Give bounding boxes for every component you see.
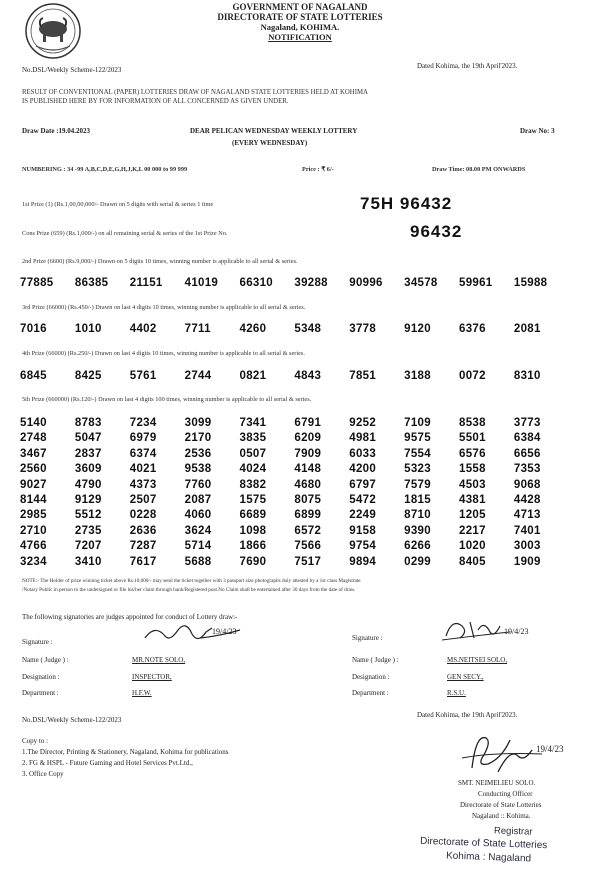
draw-number: Draw No: 3 <box>520 127 555 135</box>
prize-number: 2744 <box>184 370 212 382</box>
intro-line-2: IS PUBLISHED HERE BY FOR INFORMATION OF ALL CONCERNED AS GIVEN UNDER. <box>22 98 289 105</box>
prize-number: 7401 <box>513 524 541 537</box>
judge2-name: MS.NEITSEI SOLO, <box>447 656 508 664</box>
fifth-prize-row <box>20 509 560 521</box>
prize-number: 6376 <box>459 323 486 335</box>
prize-number: 3234 <box>20 555 47 568</box>
judge1-department-label: Department : <box>22 689 59 697</box>
prize-number: 15988 <box>513 277 548 289</box>
ticket-price: Price : ₹ 6/- <box>302 166 334 173</box>
prize-number: 7287 <box>129 540 157 553</box>
prize-number: 2249 <box>349 509 377 522</box>
prize-number: 7207 <box>74 540 102 553</box>
judge1-signature-label: Signature : <box>22 638 53 646</box>
prize-number: 7341 <box>239 417 267 429</box>
prize-number: 1010 <box>74 323 102 335</box>
prize-number: 1020 <box>459 540 486 553</box>
prize-number: 3188 <box>404 370 431 382</box>
copy-item: 3. Office Copy <box>22 770 64 778</box>
prize-number: 2748 <box>20 432 47 445</box>
prize-number: 7234 <box>129 417 157 429</box>
fifth-prize-row <box>20 479 560 491</box>
prize-number: 6572 <box>294 524 322 537</box>
prize-number: 7909 <box>294 447 322 460</box>
prize-number: 9390 <box>404 524 431 537</box>
prize-number: 4060 <box>184 509 212 522</box>
prize-number: 6791 <box>294 417 322 429</box>
prize-number: 2536 <box>184 447 212 460</box>
prize-number: 1575 <box>239 494 267 506</box>
prize-number: 1558 <box>459 463 486 476</box>
copy-item: 1.The Director, Printing & Stationery, Nagaland, Kohima for publications <box>22 748 229 756</box>
prize-number: 4790 <box>74 478 102 491</box>
draw-date: Draw Date :19.04.2023 <box>22 127 91 135</box>
stamp-place: Kohima : Nagaland <box>445 850 532 865</box>
fourth-prize-text: 4th Prize (66000) (Rs.250/-) Drawn on last 4 digits 10 times, winning number is applicable to all serial & series. <box>22 350 305 357</box>
prize-number: 6374 <box>129 447 157 460</box>
prize-number: 6033 <box>349 447 377 460</box>
judge1-department: H.F.W. <box>132 689 152 697</box>
fifth-prize-row <box>20 540 560 552</box>
prize-number: 4402 <box>129 323 157 335</box>
prize-number: 4713 <box>513 509 541 522</box>
prize-number: 4680 <box>294 478 322 491</box>
prize-number: 6656 <box>513 447 541 460</box>
prize-number: 5512 <box>74 509 102 522</box>
prize-number: 7617 <box>129 555 157 568</box>
note-line-1: NOTE:- The Holder of prize winning ticket above Rs.10,000/- may send the ticket together with 3 passport size photographs duly attested by a 1st class Magistrate <box>22 578 361 584</box>
prize-number: 4024 <box>239 463 267 476</box>
prize-number: 9068 <box>513 478 541 491</box>
prize-number: 9129 <box>74 494 102 506</box>
prize-number: 7851 <box>349 370 377 382</box>
second-prize-text: 2nd Prize (6600) (Rs.9,000/-) Drawn on 5 digits 10 times, winning number is applicable to all serial & series. <box>22 258 298 265</box>
prize-number: 66310 <box>239 277 273 289</box>
prize-number: 8425 <box>74 370 102 382</box>
prize-number: 8310 <box>513 370 541 382</box>
cons-prize-text: Cons Prize (659) (Rs.1,000/-) on all remaining serial & series of the 1st Prize No. <box>22 230 228 237</box>
prize-number: 9894 <box>349 555 377 568</box>
prize-number: 7109 <box>404 417 431 429</box>
judge1-name-label: Name ( Judge ) : <box>22 656 69 664</box>
prize-number: 1909 <box>513 555 541 568</box>
prize-number: 3003 <box>513 540 541 553</box>
judges-intro: The following signatories are judges appointed for conduct of Lottery draw:- <box>22 613 238 621</box>
prize-number: 9027 <box>20 478 47 491</box>
prize-number: 9252 <box>349 417 377 429</box>
judge1-designation: INSPECTOR, <box>132 673 172 681</box>
officer-name: SMT. NEIMELIEU SOLO. <box>458 779 536 787</box>
prize-number: 4843 <box>294 370 322 382</box>
prize-number: 6899 <box>294 509 322 522</box>
prize-number: 9575 <box>404 432 431 445</box>
prize-number: 6576 <box>459 447 486 460</box>
prize-number: 2837 <box>74 447 102 460</box>
prize-number: 7016 <box>20 323 47 335</box>
prize-number: 2081 <box>513 323 541 335</box>
fifth-prize-row <box>20 432 560 444</box>
svg-text:19/4/23: 19/4/23 <box>536 744 564 754</box>
intro-line-1: RESULT OF CONVENTIONAL (PAPER) LOTTERIES DRAW OF NAGALAND STATE LOTTERIES HELD AT KOHIMA <box>22 89 368 96</box>
prize-number: 5761 <box>129 370 157 382</box>
prize-number: 9158 <box>349 524 377 537</box>
prize-number: 4766 <box>20 540 47 553</box>
prize-number: 2985 <box>20 509 47 522</box>
dated-text-2: Dated Kohima, the 19th April'2023. <box>417 711 518 719</box>
prize-number: 6845 <box>20 370 47 382</box>
prize-number: 2170 <box>184 432 212 445</box>
note-line-2: /Notary Public in person to the undersigned or file his/her claim through bank/Registered post.No Claim shall be entertained after 30 days from the date of draw. <box>22 587 356 593</box>
prize-number: 4428 <box>513 494 541 506</box>
lottery-name: DEAR PELICAN WEDNESDAY WEEKLY LOTTERY <box>190 127 358 135</box>
svg-text:19/4/23: 19/4/23 <box>212 627 237 636</box>
prize-number: 1205 <box>459 509 486 522</box>
prize-number: 3778 <box>349 323 377 335</box>
judge2-name-label: Name ( Judge ) : <box>352 656 399 664</box>
first-prize-number: 75H 96432 <box>360 194 453 213</box>
prize-number: 7566 <box>294 540 322 553</box>
fifth-prize-row <box>20 448 560 460</box>
cons-prize-number: 96432 <box>410 222 463 241</box>
prize-number: 5323 <box>404 463 431 476</box>
prize-number: 7353 <box>513 463 541 476</box>
prize-number: 0072 <box>459 370 486 382</box>
prize-number: 4148 <box>294 463 322 476</box>
prize-number: 2560 <box>20 463 47 476</box>
fifth-prize-row <box>20 463 560 475</box>
judge1-designation-label: Designation : <box>22 673 60 681</box>
prize-number: 5688 <box>184 555 212 568</box>
copy-to-label: Copy to : <box>22 737 49 745</box>
prize-number: 0228 <box>129 509 157 522</box>
prize-number: 4503 <box>459 478 486 491</box>
prize-number: 0821 <box>239 370 267 382</box>
prize-number: 2636 <box>129 524 157 537</box>
prize-number: 2710 <box>20 524 47 537</box>
officer-role: Conducting Officer <box>478 790 533 798</box>
prize-number: 1815 <box>404 494 431 506</box>
prize-number: 1866 <box>239 540 267 553</box>
prize-number: 9538 <box>184 463 212 476</box>
prize-number: 41019 <box>184 277 219 289</box>
prize-number: 5472 <box>349 494 377 506</box>
header-government: GOVERNMENT OF NAGALAND <box>232 2 368 12</box>
fifth-prize-row <box>20 417 560 429</box>
officer-place: Nagaland :: Kohima. <box>472 812 531 820</box>
prize-number: 3773 <box>513 417 541 429</box>
prize-number: 5714 <box>184 540 212 553</box>
header-notification: NOTIFICATION <box>268 32 332 42</box>
svg-text:19/4/23: 19/4/23 <box>504 627 529 636</box>
prize-number: 2217 <box>459 524 486 537</box>
judge2-signature-label: Signature : <box>352 634 383 642</box>
third-prize-row <box>20 323 560 335</box>
fifth-prize-text: 5th Prize (660000) (Rs.120/-) Drawn on last 4 digits 100 times, winning number is applicable to all serial & series. <box>22 396 312 403</box>
prize-number: 6209 <box>294 432 322 445</box>
prize-number: 2507 <box>129 494 157 506</box>
prize-number: 3609 <box>74 463 102 476</box>
first-prize-text: 1st Prize (1) (Rs.1,00,00,000/- Drawn on 5 digits with serial & series 1 time <box>22 201 214 208</box>
prize-number: 4981 <box>349 432 377 445</box>
prize-number: 7760 <box>184 478 212 491</box>
prize-number: 6689 <box>239 509 267 522</box>
prize-number: 6797 <box>349 478 377 491</box>
prize-number: 5501 <box>459 432 486 445</box>
prize-number: 6384 <box>513 432 541 445</box>
prize-number: 8405 <box>459 555 486 568</box>
prize-number: 0299 <box>404 555 431 568</box>
second-prize-row <box>20 277 560 289</box>
prize-number: 7554 <box>404 447 431 460</box>
prize-number: 4260 <box>239 323 267 335</box>
judge2-department-label: Department : <box>352 689 389 697</box>
dated-text: Dated Kohima, the 19th April'2023. <box>417 62 518 70</box>
prize-number: 90996 <box>349 277 383 289</box>
prize-number: 0507 <box>239 447 267 460</box>
judge2-department: R.S.U. <box>447 689 466 697</box>
prize-number: 8075 <box>294 494 322 506</box>
prize-number: 3099 <box>184 417 212 429</box>
prize-number: 3624 <box>184 524 212 537</box>
prize-number: 4373 <box>129 478 157 491</box>
reference-number-2: No.DSL/Weekly Scheme-122/2023 <box>22 716 122 724</box>
prize-number: 8382 <box>239 478 267 491</box>
prize-number: 86385 <box>74 277 109 289</box>
prize-number: 2735 <box>74 524 102 537</box>
copy-item: 2. FG & HSPL - Future Gaming and Hotel Services Pvt.Ltd., <box>22 759 193 767</box>
draw-time: Draw Time: 08.00 PM ONWARDS <box>432 166 526 173</box>
prize-number: 8144 <box>20 494 47 506</box>
prize-number: 3467 <box>20 447 47 460</box>
judge1-signature-icon <box>140 616 250 655</box>
fourth-prize-row <box>20 370 560 382</box>
prize-number: 59961 <box>459 277 493 289</box>
officer-office: Directorate of State Lotteries <box>460 801 542 809</box>
prize-number: 4021 <box>129 463 157 476</box>
prize-number: 7517 <box>294 555 322 568</box>
prize-number: 5047 <box>74 432 102 445</box>
prize-number: 34578 <box>404 277 438 289</box>
prize-number: 4381 <box>459 494 486 506</box>
prize-number: 21151 <box>129 277 163 289</box>
prize-number: 8710 <box>404 509 431 522</box>
third-prize-text: 3rd Prize (66000) (Rs.450/-) Drawn on last 4 digits 10 times, winning number is applicable to all serial & series. <box>22 304 306 311</box>
prize-number: 7579 <box>404 478 431 491</box>
judge1-name: MR.NOTE SOLO, <box>132 656 186 664</box>
judge2-designation: GEN SECY., <box>447 673 484 681</box>
prize-number: 39288 <box>294 277 328 289</box>
prize-number: 9754 <box>349 540 377 553</box>
judge2-signature-icon <box>440 612 560 651</box>
stamp-registrar: Registrar <box>493 825 533 838</box>
prize-number: 77885 <box>20 277 54 289</box>
prize-number: 9120 <box>404 323 431 335</box>
judge2-designation-label: Designation : <box>352 673 390 681</box>
numbering: NUMBERING : 34 -99 A,B,C,D,E,G,H,J,K,L 00 000 to 99 999 <box>22 166 188 173</box>
fifth-prize-row <box>20 525 560 537</box>
prize-number: 7690 <box>239 555 267 568</box>
prize-number: 8538 <box>459 417 486 429</box>
prize-number: 6266 <box>404 540 431 553</box>
prize-number: 2087 <box>184 494 212 506</box>
prize-number: 1098 <box>239 524 267 537</box>
prize-number: 5348 <box>294 323 322 335</box>
prize-number: 3835 <box>239 432 267 445</box>
header-place: Nagaland, KOHIMA. <box>260 22 340 32</box>
prize-number: 8783 <box>74 417 102 429</box>
fifth-prize-row <box>20 494 560 506</box>
prize-number: 6979 <box>129 432 157 445</box>
reference-number: No.DSL/Weekly Scheme-122/2023 <box>22 66 122 74</box>
lottery-subtitle: (EVERY WEDNESDAY) <box>232 139 308 147</box>
fifth-prize-row <box>20 556 560 568</box>
prize-number: 5140 <box>20 417 47 429</box>
prize-number: 7711 <box>184 323 211 335</box>
stamp-directorate: Directorate of State Lotteries <box>419 835 548 852</box>
prize-number: 3410 <box>74 555 102 568</box>
officer-signature-icon <box>452 728 582 783</box>
prize-number: 4200 <box>349 463 377 476</box>
header-directorate: DIRECTORATE OF STATE LOTTERIES <box>217 12 383 22</box>
